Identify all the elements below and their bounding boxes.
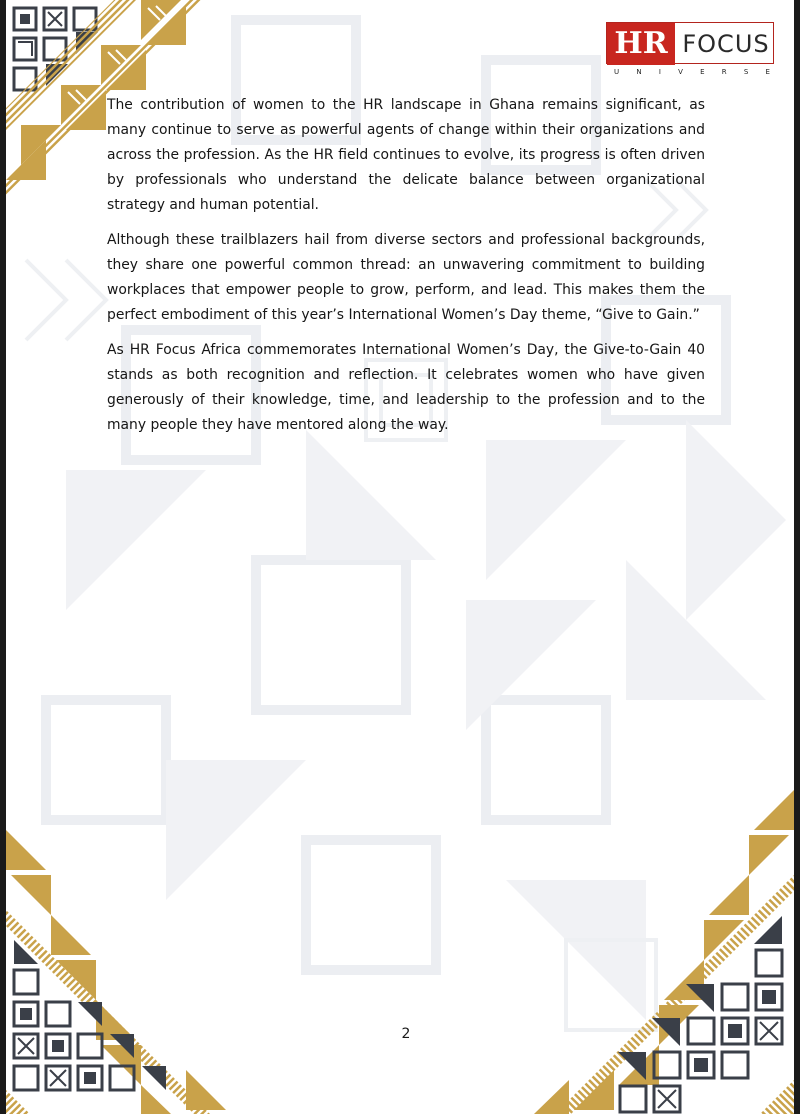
logo-tagline-letter: E: [700, 68, 705, 76]
logo-tagline-letter: S: [743, 68, 749, 76]
logo-tagline-letter: I: [658, 68, 661, 76]
bottom-left-decoration: [6, 820, 306, 1114]
logo-hr-text: HR: [607, 23, 675, 65]
page-number: 2: [401, 1026, 411, 1042]
logo-tagline-letter: V: [678, 68, 683, 76]
article-body: [107, 93, 705, 448]
logo-focus-text: FOCUS: [682, 30, 770, 58]
logo-tagline-letter: E: [765, 68, 770, 76]
paragraph: The contribution of women to the HR landscape in Ghana remains significant, as many continue to serve as powerful agents of change within their organizations and across the profession. As the HR field continues to evolve, its progress is often driven by professionals who understand the delicate balance between organizational strategy and human potential.: [107, 97, 705, 213]
logo-tagline-letter: R: [721, 68, 727, 76]
logo-tagline-letter: U: [614, 68, 620, 76]
logo-tagline-letter: N: [636, 68, 642, 76]
paragraph: Although these trailblazers hail from diverse sectors and professional backgrounds, they share one powerful common thread: an unwavering commitment to building workplaces that empower people to grow, perform, and lead. This makes them the perfect embodiment of this year’s International Women’s Day theme, “Give to Gain.”: [107, 232, 705, 323]
hr-focus-logo: [606, 22, 776, 80]
paragraph: As HR Focus Africa commemorates International Women’s Day, the Give-to-Gain 40 stands as both recognition and reflection. It celebrates women who have given generously of their knowledge, time, and leadership to the profession and to the many people they have mentored along the way.: [107, 342, 705, 433]
bottom-right-decoration: [464, 780, 794, 1114]
logo-tagline: [606, 68, 776, 80]
logo-frame: [606, 22, 774, 64]
